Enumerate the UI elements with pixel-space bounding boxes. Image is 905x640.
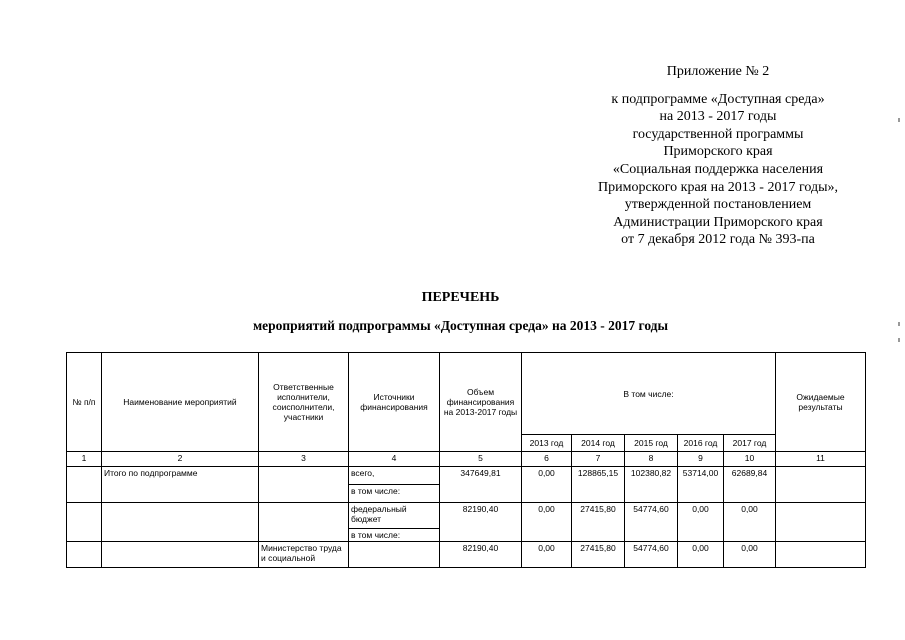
cell-source: всего, — [349, 467, 440, 485]
header-year-2016: 2016 год — [678, 435, 724, 452]
cell-source — [349, 542, 440, 568]
cell-responsible — [259, 467, 349, 503]
document-title: ПЕРЕЧЕНЬ — [421, 290, 500, 305]
scan-mark — [898, 118, 900, 122]
cell-source: в том числе: — [349, 485, 440, 503]
header-responsible: Ответственные исполнители, соисполнители, участники — [259, 353, 349, 452]
column-number: 1 — [67, 452, 102, 467]
cell-2015 — [625, 542, 678, 568]
cell-volume-text: 82190,40 — [462, 543, 499, 553]
column-number: 5 — [440, 452, 522, 467]
appendix-line: утвержденной постановлением — [624, 197, 812, 213]
column-number: 4 — [349, 452, 440, 467]
column-number: 2 — [102, 452, 259, 467]
cell-num — [67, 542, 102, 568]
cell-2014 — [572, 542, 625, 568]
cell-2016: 0,00 — [678, 503, 724, 542]
appendix-line: Приложение № 2 — [666, 64, 770, 79]
cell-results — [776, 503, 866, 542]
header-year-2013: 2013 год — [522, 435, 572, 452]
cell-2014-text: 27415,80 — [580, 543, 616, 553]
column-number-row — [67, 452, 866, 467]
appendix-line: Приморского края — [663, 144, 773, 160]
cell-2014: 128865,15 — [572, 467, 625, 503]
cell-2016: 53714,00 — [678, 467, 724, 503]
document-subtitle: мероприятий подпрограммы «Доступная среда» на 2013 - 2017 годы — [252, 318, 669, 333]
cell-2013-text: 0,00 — [538, 543, 555, 553]
appendix-line: от 7 декабря 2012 года № 393-па — [621, 232, 815, 248]
column-number: 10 — [724, 452, 776, 467]
cell-volume: 82190,40 — [440, 503, 522, 542]
header-row — [67, 353, 866, 435]
scan-mark — [898, 338, 900, 342]
header-name: Наименование мероприятий — [102, 353, 259, 452]
cell-source: федеральный бюджет — [349, 503, 440, 529]
table-row — [67, 542, 866, 568]
cell-2017-text: 0,00 — [741, 543, 758, 553]
cell-2014: 27415,80 — [572, 503, 625, 542]
cell-volume: 347649,81 — [440, 467, 522, 503]
table-row — [67, 503, 866, 529]
header-year-2015: 2015 год — [625, 435, 678, 452]
cell-2017 — [724, 542, 776, 568]
table-row — [67, 467, 866, 485]
column-number: 8 — [625, 452, 678, 467]
cell-volume — [440, 542, 522, 568]
header-results: Ожидаемые результаты — [776, 353, 866, 452]
header-year-2014: 2014 год — [572, 435, 625, 452]
cell-name — [102, 503, 259, 542]
appendix-line: к подпрограмме «Доступная среда» — [611, 91, 825, 107]
cell-2015: 102380,82 — [625, 467, 678, 503]
cell-results — [776, 467, 866, 503]
cell-num — [67, 503, 102, 542]
cell-name — [102, 542, 259, 568]
cell-2015: 54774,60 — [625, 503, 678, 542]
header-year-2017: 2017 год — [724, 435, 776, 452]
cell-2015-text: 54774,60 — [633, 543, 669, 553]
column-number: 3 — [259, 452, 349, 467]
header-volume: Объем финансирования на 2013-2017 годы — [440, 353, 522, 452]
cell-2013: 0,00 — [522, 503, 572, 542]
cell-source: в том числе: — [349, 529, 440, 542]
appendix-line: Администрации Приморского края — [613, 214, 823, 230]
cell-responsible — [259, 503, 349, 542]
appendix-line: «Социальная поддержка населения — [612, 161, 824, 177]
cell-2017: 62689,84 — [724, 467, 776, 503]
column-number: 6 — [522, 452, 572, 467]
header-including: В том числе: — [522, 353, 776, 435]
cell-num — [67, 467, 102, 503]
header-num: № п/п — [67, 353, 102, 452]
appendix-line: на 2013 - 2017 годы — [659, 109, 777, 125]
column-number: 9 — [678, 452, 724, 467]
cell-results — [776, 542, 866, 568]
appendix-line: государственной программы — [632, 126, 804, 142]
header-sources: Источники финансирования — [349, 353, 440, 452]
cell-2017: 0,00 — [724, 503, 776, 542]
measures-table — [66, 352, 866, 568]
cell-2016-text: 0,00 — [692, 543, 709, 553]
appendix-block — [548, 63, 888, 249]
cell-2016 — [678, 542, 724, 568]
column-number: 11 — [776, 452, 866, 467]
cell-responsible-text: Министерство труда и социальной — [261, 543, 342, 563]
cell-2013 — [522, 542, 572, 568]
scan-mark — [898, 322, 900, 326]
cell-responsible — [259, 542, 349, 568]
appendix-line: Приморского края на 2013 - 2017 годы», — [597, 179, 838, 195]
cell-name: Итого по подпрограмме — [102, 467, 259, 503]
column-number: 7 — [572, 452, 625, 467]
cell-2013: 0,00 — [522, 467, 572, 503]
